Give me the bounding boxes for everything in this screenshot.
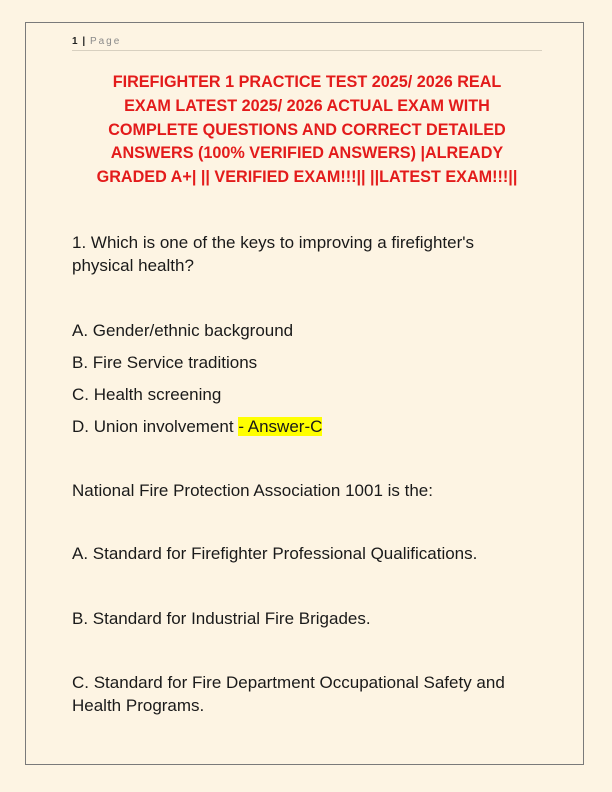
title-line-5: GRADED A+| || VERIFIED EXAM!!!|| ||LATEST EXAM!!!|| <box>96 168 518 187</box>
question-2-option-b: B. Standard for Industrial Fire Brigades. <box>72 609 371 628</box>
page-label: Page <box>89 36 122 47</box>
question-1-option-b: B. Fire Service traditions <box>72 353 258 372</box>
question-1-text <box>72 232 552 277</box>
question-2-prompt: National Fire Protection Association 1001 is the: <box>72 481 433 500</box>
title-line-3: COMPLETE QUESTIONS AND CORRECT DETAILED <box>108 120 506 139</box>
question-1-option-a: A. Gender/ethnic background <box>72 321 294 340</box>
question-1-line-1: 1. Which is one of the keys to improving a firefighter's <box>72 233 474 252</box>
question-2-option-c-line-2: Health Programs. <box>72 695 205 715</box>
page-header <box>72 36 542 51</box>
question-1-option-d-text: D. Union involvement <box>72 417 239 436</box>
title-line-2: EXAM LATEST 2025/ 2026 ACTUAL EXAM WITH <box>124 96 490 115</box>
title-line-1: FIREFIGHTER 1 PRACTICE TEST 2025/ 2026 REAL <box>112 73 502 91</box>
page-number: 1 <box>72 36 78 47</box>
answer-highlight: - Answer-C <box>238 417 323 436</box>
question-1-option-d <box>72 416 552 439</box>
page-separator: | <box>82 36 86 47</box>
question-2-option-a: A. Standard for Firefighter Professional Qualifications. <box>72 544 478 563</box>
question-1-line-2: physical health? <box>72 255 194 275</box>
question-2-option-c-line-1: C. Standard for Fire Department Occupational Safety and <box>72 673 505 692</box>
question-1-option-c: C. Health screening <box>72 385 222 404</box>
question-2-option-c <box>72 672 552 717</box>
document-title <box>66 71 548 190</box>
title-line-4: ANSWERS (100% VERIFIED ANSWERS) |ALREADY <box>110 144 504 163</box>
